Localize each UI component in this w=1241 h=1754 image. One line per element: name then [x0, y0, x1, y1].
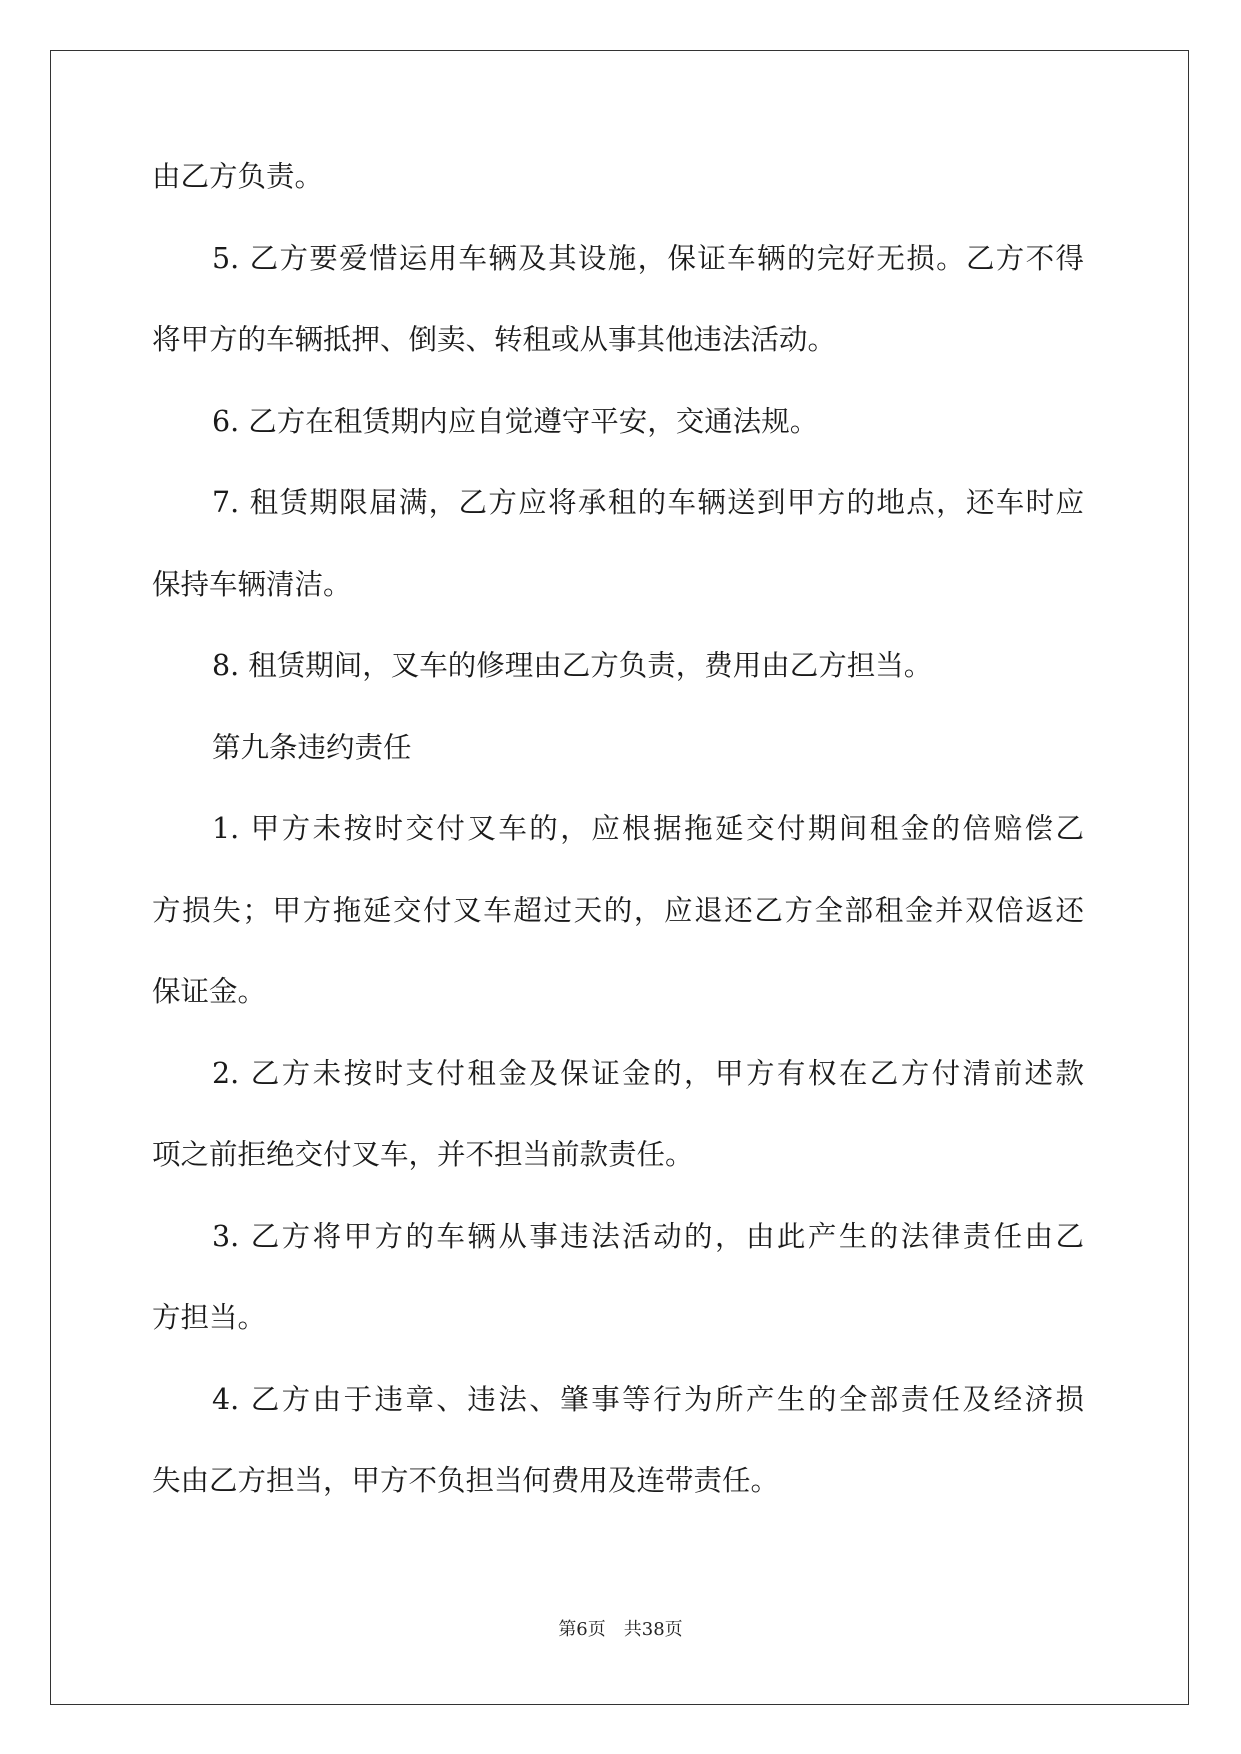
text-line: 将甲方的车辆抵押、倒卖、转租或从事其他违法活动。	[152, 323, 837, 356]
text-line: 方损失；甲方拖延交付叉车超过天的，应退还乙方全部租金并双倍返还	[152, 893, 1084, 927]
text-line: 6. 乙方在租赁期内应自觉遵守平安，交通法规。	[212, 404, 819, 438]
text-line: 保持车辆清洁。	[152, 567, 352, 601]
text-line: 1. 甲方未按时交付叉车的，应根据拖延交付期间租金的倍赔偿乙	[212, 812, 1084, 845]
text-line: 4. 乙方由于违章、违法、肇事等行为所产生的全部责任及经济损	[212, 1382, 1084, 1416]
text-line: 5. 乙方要爱惜运用车辆及其设施，保证车辆的完好无损。乙方不得	[212, 241, 1084, 275]
text-line: 7. 租赁期限届满，乙方应将承租的车辆送到甲方的地点，还车时应	[212, 486, 1084, 519]
text-line: 失由乙方担当，甲方不负担当何费用及连带责任。	[152, 1464, 780, 1497]
section-heading: 第九条违约责任	[212, 730, 412, 764]
text-line: 2. 乙方未按时支付租金及保证金的，甲方有权在乙方付清前述款	[212, 1056, 1084, 1090]
document-body	[152, 162, 1084, 1548]
text-line: 8. 租赁期间，叉车的修理由乙方负责，费用由乙方担当。	[212, 649, 933, 682]
page-number: 第6页 共38页	[558, 1619, 683, 1640]
text-line: 3. 乙方将甲方的车辆从事违法活动的，由此产生的法律责任由乙	[212, 1219, 1084, 1253]
text-line: 由乙方负责。	[152, 160, 324, 193]
text-line: 保证金。	[152, 975, 267, 1008]
text-line: 方担当。	[152, 1301, 267, 1334]
text-line: 项之前拒绝交付叉车，并不担当前款责任。	[152, 1138, 694, 1171]
